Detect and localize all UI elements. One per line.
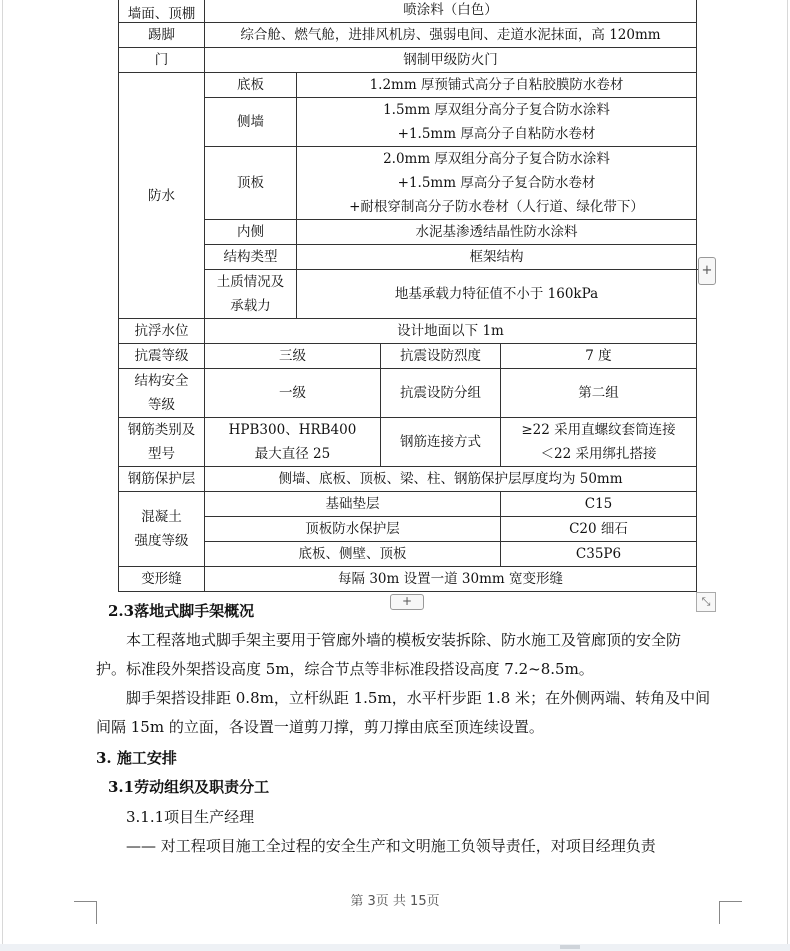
cell-value: 综合舱、燃气舱，进排风机房、强弱电间、走道水泥抹面，高 120mm	[205, 23, 697, 48]
table-row	[119, 542, 697, 567]
cell-line: 结构安全	[134, 373, 189, 389]
cell-value: 三级	[205, 344, 381, 369]
cell-value: 第二组	[501, 369, 697, 418]
cell-label: 抗震设防分组	[381, 369, 501, 418]
table-row	[119, 98, 697, 147]
cell-line: 1.5mm 厚双组分高分子复合防水涂料	[383, 102, 610, 118]
cell-value: 钢制甲级防火门	[205, 48, 697, 73]
cell-line: 混凝土	[141, 509, 182, 525]
page-edge-left	[2, 0, 3, 951]
page-footer: 第 3页 共 15页	[350, 894, 440, 909]
cell-line: 钢筋类别及	[127, 422, 196, 438]
cell-value	[205, 418, 381, 467]
cell-value: 地基承载力特征值不小于 160kPa	[297, 270, 697, 319]
cell-label: 变形缝	[119, 567, 205, 592]
cell-line: +1.5mm 厚高分子自粘防水卷材	[397, 126, 596, 142]
table-row	[119, 369, 697, 418]
cell-label	[119, 492, 205, 567]
cell-value: 一级	[205, 369, 381, 418]
cell-value: 7 度	[501, 344, 697, 369]
table-resize-icon[interactable]: ⤡	[696, 592, 716, 612]
table-row	[119, 344, 697, 369]
cell-line: 最大直径 25	[254, 446, 331, 462]
cell-value: C15	[501, 492, 697, 517]
cell-line: ＜22 采用绑扎搭接	[540, 446, 657, 462]
cell-value: 每隔 30m 设置一道 30mm 宽变形缝	[205, 567, 697, 592]
cell-label: 钢筋连接方式	[381, 418, 501, 467]
paragraph-line: 间隔 15m 的立面，各设置一道剪刀撑，剪刀撑由底至顶连续设置。	[96, 718, 544, 736]
cell-value	[501, 418, 697, 467]
cell-label: 防水	[119, 73, 205, 319]
margin-corner-right	[719, 901, 742, 924]
cell-label: 抗震等级	[119, 344, 205, 369]
table-row	[119, 517, 697, 542]
cell-value: C20 细石	[501, 517, 697, 542]
table-row	[119, 0, 697, 23]
section-heading: 3. 施工安排	[96, 749, 177, 767]
cell-value: 底板、侧壁、顶板	[205, 542, 501, 567]
table-row	[119, 319, 697, 344]
table-row	[119, 48, 697, 73]
cell-sublabel: 底板	[205, 73, 297, 98]
paragraph-line: 护。标准段外架搭设高度 5m，综合节点等非标准段搭设高度 7.2~8.5m。	[96, 660, 594, 678]
cell-label: 踢脚	[119, 23, 205, 48]
cell-value: 框架结构	[297, 245, 697, 270]
cell-label: 墙面、顶棚	[119, 0, 205, 23]
table-row	[119, 418, 697, 467]
cell-line: 承载力	[230, 298, 271, 314]
sub-sub-heading: 3.1.1项目生产经理	[126, 808, 255, 826]
table-row	[119, 245, 697, 270]
table-row	[119, 147, 697, 220]
sub-heading: 3.1劳动组织及职责分工	[108, 778, 270, 796]
cell-value	[297, 98, 697, 147]
cell-line: 等级	[148, 397, 175, 413]
scrollbar-thumb[interactable]	[560, 945, 580, 949]
margin-corner-left	[74, 901, 97, 924]
cell-label: 门	[119, 48, 205, 73]
cell-value: 侧墙、底板、顶板、梁、柱、钢筋保护层厚度均为 50mm	[205, 467, 697, 492]
table-row	[119, 270, 697, 319]
cell-sublabel: 顶板	[205, 147, 297, 220]
cell-label: 抗震设防烈度	[381, 344, 501, 369]
table-row	[119, 467, 697, 492]
cell-sublabel: 侧墙	[205, 98, 297, 147]
cell-value: 1.2mm 厚预铺式高分子自粘胶膜防水卷材	[297, 73, 697, 98]
cell-line: +耐根穿制高分子防水卷材（人行道、绿化带下）	[349, 199, 644, 215]
table-row	[119, 492, 697, 517]
add-row-button[interactable]: +	[390, 594, 424, 610]
table-row	[119, 220, 697, 245]
cell-line: HPB300、HRB400	[228, 422, 357, 438]
paragraph-line: 本工程落地式脚手架主要用于管廊外墙的模板安装拆除、防水施工及管廊顶的安全防	[126, 631, 682, 649]
section-heading: 2.3落地式脚手架概况	[108, 602, 255, 620]
cell-line: 2.0mm 厚双组分高分子复合防水涂料	[383, 151, 610, 167]
cell-label	[205, 270, 297, 319]
cell-label	[119, 369, 205, 418]
cell-value	[297, 147, 697, 220]
cell-label: 结构类型	[205, 245, 297, 270]
cell-value: 喷涂料（白色）	[205, 0, 697, 23]
page-edge-right	[787, 0, 788, 951]
horizontal-scrollbar[interactable]	[0, 944, 790, 951]
spec-table	[118, 0, 697, 592]
cell-line: 强度等级	[134, 533, 189, 549]
paragraph-line: 脚手架搭设排距 0.8m，立杆纵距 1.5m，水平杆步距 1.8 米；在外侧两端、转角及中间	[126, 689, 711, 707]
cell-line: ≥22 采用直螺纹套筒连接	[521, 422, 676, 438]
cell-label: 抗浮水位	[119, 319, 205, 344]
cell-line: 土质情况及	[216, 274, 285, 290]
cell-value: 基础垫层	[205, 492, 501, 517]
cell-value: 水泥基渗透结晶性防水涂料	[297, 220, 697, 245]
table-row	[119, 23, 697, 48]
paragraph-line: —— 对工程项目施工全过程的安全生产和文明施工负领导责任，对项目经理负责	[126, 837, 656, 855]
cell-value: 设计地面以下 1m	[205, 319, 697, 344]
cell-label	[119, 418, 205, 467]
table-row	[119, 567, 697, 592]
cell-label: 钢筋保护层	[119, 467, 205, 492]
cell-line: 型号	[148, 446, 175, 462]
cell-value: 顶板防水保护层	[205, 517, 501, 542]
table-row	[119, 73, 697, 98]
cell-line: +1.5mm 厚高分子复合防水卷材	[397, 175, 596, 191]
add-column-button[interactable]: +	[698, 257, 716, 285]
cell-sublabel: 内侧	[205, 220, 297, 245]
cell-value: C35P6	[501, 542, 697, 567]
